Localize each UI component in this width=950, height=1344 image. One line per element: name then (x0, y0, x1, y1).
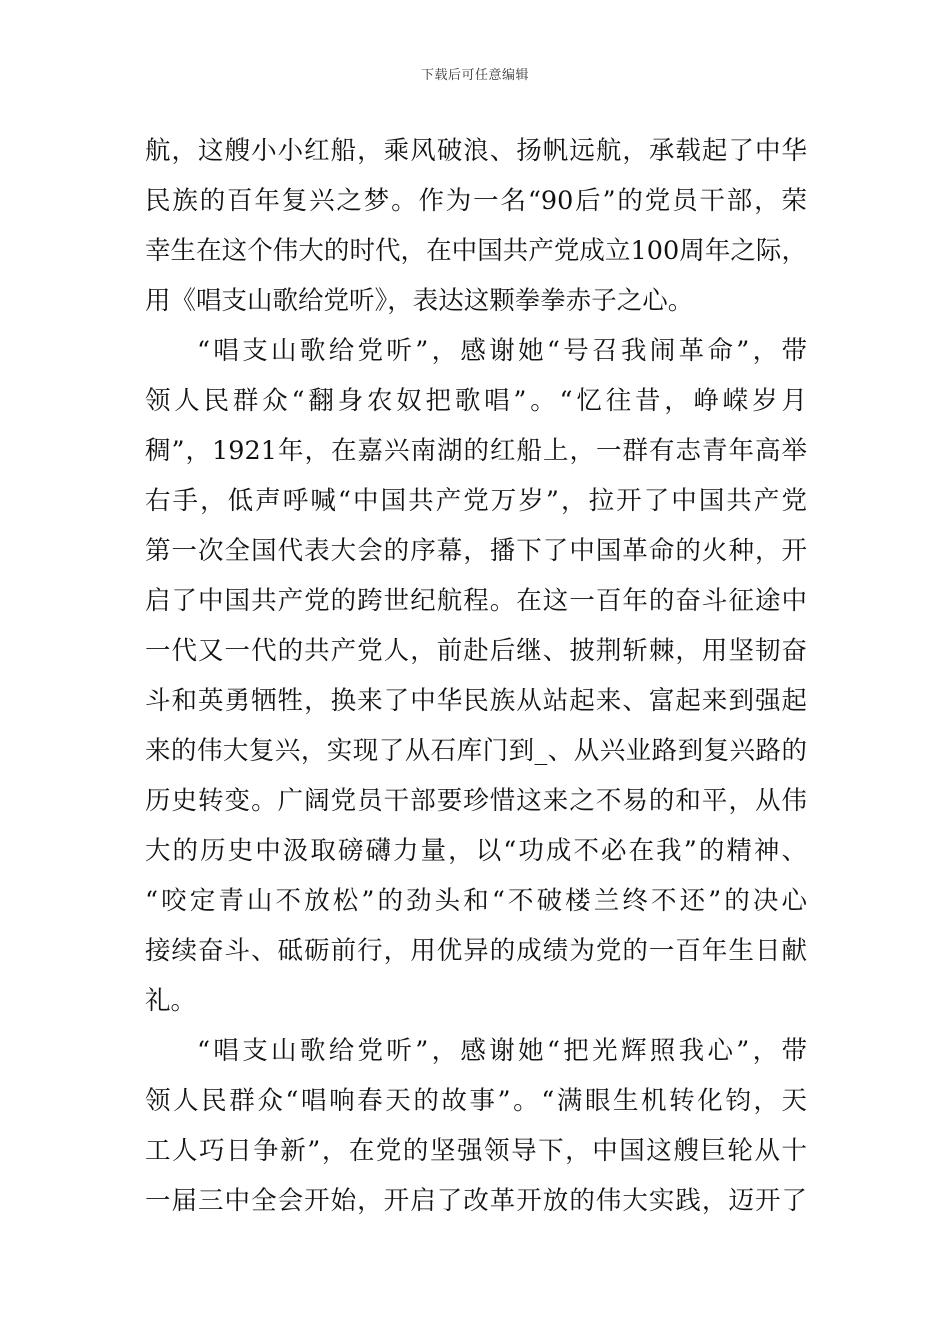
text-line: 第一次全国代表大会的序幕，播下了中国革命的火种，开 (145, 536, 807, 566)
text-line: 稠”，1921年，在嘉兴南湖的红船上，一群有志青年高举 (145, 436, 807, 466)
text-line: 一代又一代的共产党人，前赴后继、披荆斩棘，用坚韧奋 (145, 636, 807, 666)
text-line: 斗和英勇牺牲，换来了中华民族从站起来、富起来到强起 (145, 686, 807, 716)
text-line: 接续奋斗、砥砺前行，用优异的成绩为党的一百年生日献 (145, 936, 807, 966)
page-header: 下载后可任意编辑 (420, 68, 529, 83)
text-line: 一届三中全会开始，开启了改革开放的伟大实践，迈开了 (145, 1186, 807, 1216)
document-body (145, 126, 807, 1226)
paragraph-first-line: “唱支山歌给党听”，感谢她“把光辉照我心”，带 (197, 1036, 807, 1066)
text-line: 历史转变。广阔党员干部要珍惜这来之不易的和平，从伟 (145, 786, 807, 816)
text-line: 启了中国共产党的跨世纪航程。在这一百年的奋斗征途中 (145, 586, 807, 616)
text-line: 航，这艘小小红船，乘风破浪、扬帆远航，承载起了中华 (145, 136, 807, 166)
text-line: 民族的百年复兴之梦。作为一名“90后”的党员干部，荣 (145, 186, 807, 216)
text-line: 用《唱支山歌给党听》，表达这颗拳拳赤子之心。 (145, 286, 694, 316)
text-line: 幸生在这个伟大的时代，在中国共产党成立100周年之际， (145, 236, 807, 266)
text-line: 领人民群众“翻身农奴把歌唱”。“忆往昔，峥嵘岁月 (145, 386, 807, 416)
paragraph-first-line: “唱支山歌给党听”，感谢她“号召我闹革命”，带 (197, 336, 807, 366)
text-line: 右手，低声呼喊“中国共产党万岁”，拉开了中国共产党 (145, 486, 807, 516)
text-line: 大的历史中汲取磅礴力量，以“功成不必在我”的精神、 (145, 836, 807, 866)
text-line: “咬定青山不放松”的劲头和“不破楼兰终不还”的决心 (145, 886, 807, 916)
text-line: 工人巧日争新”，在党的坚强领导下，中国这艘巨轮从十 (145, 1136, 807, 1166)
text-line: 来的伟大复兴，实现了从石库门到_、从兴业路到复兴路的 (145, 736, 807, 766)
text-line: 领人民群众“唱响春天的故事”。“满眼生机转化钧，天 (145, 1086, 807, 1116)
text-line: 礼。 (145, 986, 197, 1016)
